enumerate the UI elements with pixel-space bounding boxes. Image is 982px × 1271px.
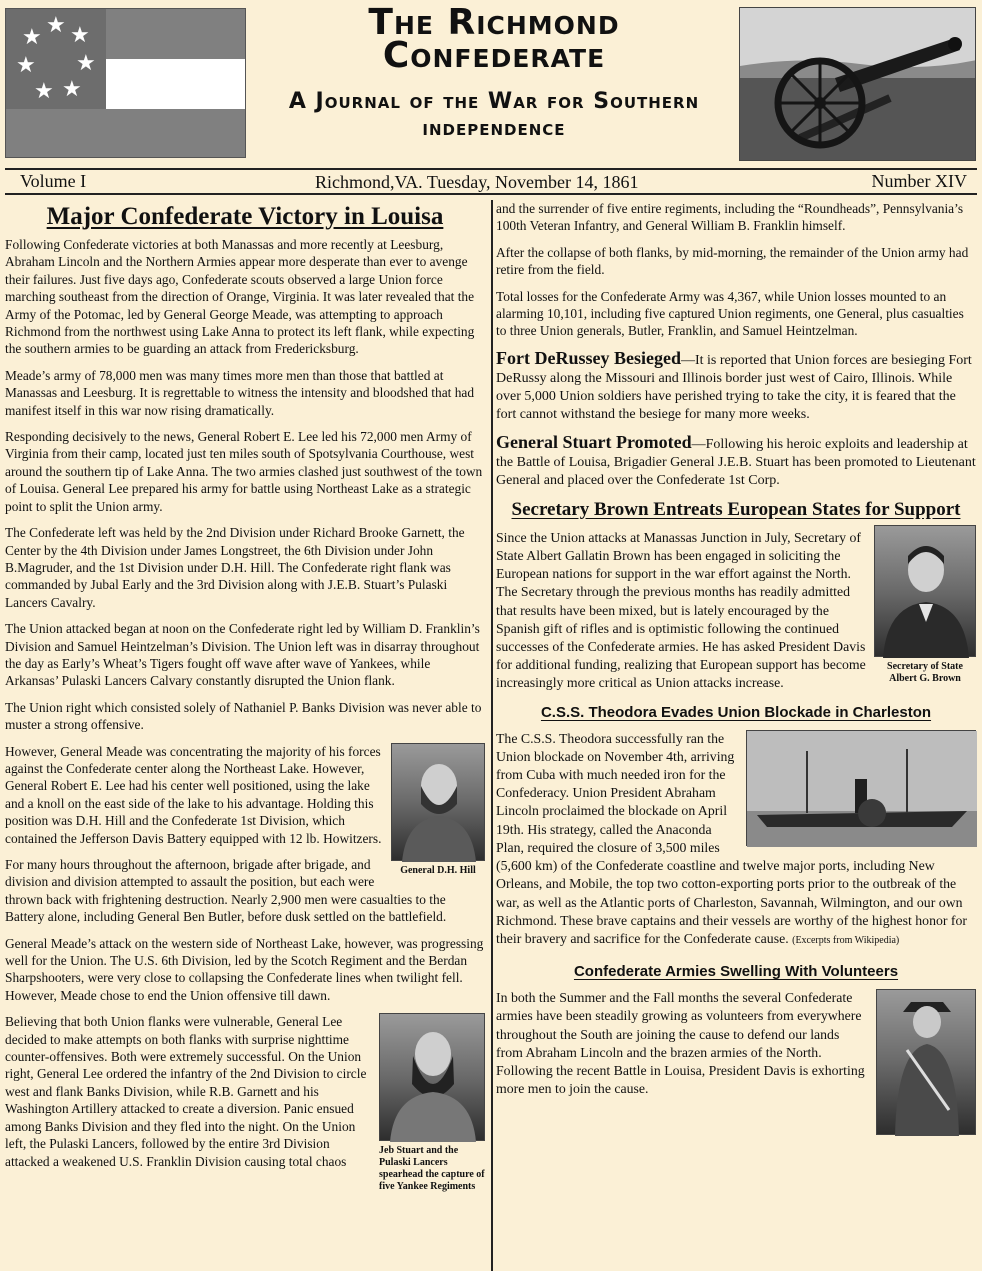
issue-number: Number XIV (871, 171, 967, 191)
portrait-dh-hill (391, 743, 485, 861)
brief-headline: General Stuart Promoted (496, 431, 692, 452)
figure-brown (874, 525, 976, 685)
newspaper-subtitle: A Journal of the War for Southern independence (288, 89, 700, 141)
cannon-icon (740, 8, 976, 161)
excerpt-note: (Excerpts from Wikipedia) (792, 934, 900, 946)
portrait-icon (875, 526, 977, 658)
figure-ship (746, 730, 976, 846)
article-paragraph: Believing that both Union flanks were vulnerable, General Lee decided to make attempts on both flanks with surprise nighttime counter-offensives. Both were extremely successful. On the Union right, General Lee ordered the infantry of the 2nd Division to circle west and flank Banks Division, while R.B. Garnett and his Washington Artillery attacked to create a diversion. Panic ensued among Banks Division and they fled into the night. On the Union left, the Pulaski Lancers, followed by the entire 3rd Division attacked a weakened U.S. Franklin Division causing total chaos (5, 1014, 367, 1169)
theodora-text: The C.S.S. Theodora successfully ran the Union blockade on November 4th, arriving from Cuba with much needed iron for the Confederacy. Union President Abraham Lincoln proclaimed the blockade on April 19th. His strategy, called the Anaconda Plan, required the closure of 3,500 miles (5,600 km) of the Confederate coastline and twelve major ports, including New Orleans, and Mobile, the top two cotton-exporting ports prior to the outbreak of the war, as well as the Atlantic ports of Charleston, Savannah, Wilmington, and our own Richmond. These brave captains and their vessels are worthy of the highest honor for their bravery and sacrifice for the Confederate cause. (496, 730, 968, 946)
brief-text: —Following his heroic exploits and leadership at the Battle of Louisa, Brigadier General J.E.B. Stuart has been promoted to Lieutenant General and placed over the Confederate 1st Corp. (496, 436, 976, 488)
confederate-flag-icon (5, 8, 246, 158)
article-paragraph: Since the Union attacks at Manassas Junction in July, Secretary of State Albert Gallatin Brown has been engaged in soliciting the European nations for support in the war effort against the North. The Secretary through the previous months has readily admitted that results have been mixed, but is lately encouraged by the Spanish gift of rifles and is optimistic following the continued successes of the Confederate armies. He has asked President Davis for additional funding, realizing that European support has become increasingly more critical as Union attacks increase. (496, 529, 866, 691)
portrait-albert-brown (874, 525, 976, 657)
newspaper-title: The Richmond Confederate (368, 2, 620, 76)
article-paragraph: In both the Summer and the Fall months the several Confederate armies have been steadily growing as volunteers from everywhere throughout the South are joining the cause to defend our lands from Abraham Lincoln and the brazen armies of the North. Following the recent Battle in Louisa, President Davis is exhorting more men to join the cause. (496, 990, 865, 1097)
figure-dh-hill (391, 743, 485, 877)
dateline (5, 168, 977, 195)
figure-caption: General D.H. Hill (400, 864, 476, 876)
theodora-headline: C.S.S. Theodora Evades Union Blockade in Charleston (540, 703, 932, 721)
portrait-icon (392, 744, 486, 862)
brown-headline: Secretary Brown Entreats European States for Support (511, 498, 961, 520)
article-paragraph: Meade’s army of 78,000 men was many times more men than those that battled at Manassas and Leesburg. It is regrettable to witness the intensity and bloodshed that had manifest itself in this war now rising dramatically. (5, 367, 475, 418)
article-paragraph: Responding decisively to the news, General Robert E. Lee led his 72,000 men Army of Virginia from their camp, located just ten miles south of Spotsylvania Courthouse, west around the southern tip of Lake Anna. The two armies clashed just southwest of the town of Louisa. General Lee prepared his army for battle using Northeast Lake as a strategic point to split the Union army. (5, 429, 483, 514)
brief-text: —It is reported that Union forces are besieging Fort DeRussy along the Missouri and Illinois border just west of Cairo, Illinois. While over 5,000 Union soldiers have perished trying to take the city, it is feared that the fort cannot withstand the besiege for many more weeks. (496, 352, 972, 422)
figure-jeb-stuart (379, 1013, 485, 1193)
article-paragraph: General Meade’s attack on the western side of Northeast Lake, however, was progressing well for the Union. The U.S. 6th Division, led by the Scotch Regiment and the Berdan Sharpshooters, were very close to collapsing the Confederate lines when twilight fell. However, Meade chose to end the Union offensive till dawn. (5, 935, 484, 1003)
brief-headline: Fort DeRussey Besieged (496, 347, 681, 368)
volume-label: Volume I (20, 171, 87, 191)
brief-fort-derussey (496, 349, 976, 424)
right-column (496, 200, 976, 1139)
article-paragraph: The Confederate left was held by the 2nd Division under Richard Brooke Garnett, the Center by the 4th Division under James Longstreet, the 6th Division under John B.Magruder, and the 1st Division under D.H. Hill. The Confederate right flank was commanded by Jubal Early and the 3rd Division along with J.E.B. Stuart’s Pulaski Lancers Cavalry. (5, 525, 465, 610)
steamship-photo (746, 730, 976, 846)
article-paragraph: The Union attacked began at noon on the Confederate right led by William D. Franklin’s Division and Samuel Heintzelman’s Division. The Union left was in disarray throughout the day as Early’s Wheat’s Tigers fought off wave after wave of Yankees, while Arkansas’ Pulaski Lancers Calvary constantly disrupted the Union flank. (5, 621, 480, 689)
flag-canton: ★ ★ ★ ★ ★ ★ ★ (6, 9, 106, 109)
article-paragraph: The Union right which consisted solely of Nathaniel P. Banks Division was never able to muster a strong offensive. (5, 699, 482, 733)
main-headline: Major Confederate Victory in Louisa (46, 203, 444, 230)
article-paragraph: Following Confederate victories at both Manassas and more recently at Leesburg, Abraham Lincoln and the Northern Armies appear more desperate than ever to avenge their failures. Just five days ago, Confederate scouts observed a large Union force marching southeast from the direction of Orange, Virginia. It was later revealed that the Army of the Potomac, led by General George Meade, was attempting to approach Richmond from the northwest using Lake Anna to protect its left flank, while expecting the southern armies to be guarding an attack from Fredericksburg. (5, 237, 475, 357)
place-date: Richmond,VA. Tuesday, November 14, 1861 (315, 172, 639, 192)
soldier-icon (877, 990, 977, 1136)
cannon-photo (739, 7, 976, 161)
portrait-jeb-stuart (379, 1013, 485, 1141)
article-paragraph: Total losses for the Confederate Army was 4,367, while Union losses mounted to an alarming 10,101, including five captured Union regiments, one General, plus casualties to three Union generals, Butler, Franklin, and Samuel Heintzelman. (496, 288, 964, 339)
figure-soldier (876, 989, 976, 1135)
left-column (5, 200, 485, 1197)
masthead (252, 2, 736, 142)
volunteers-headline: Confederate Armies Swelling With Volunteers (573, 963, 899, 981)
article-paragraph: After the collapse of both flanks, by mid-morning, the remainder of the Union army had retire from the field. (496, 244, 969, 278)
brief-stuart-promoted (496, 433, 976, 490)
steamship-icon (747, 731, 977, 847)
figure-caption: Jeb Stuart and the Pulaski Lancers spearhead the capture of five Yankee Regiments (379, 1145, 485, 1193)
article-paragraph: For many hours throughout the afternoon, brigade after brigade, and division and division attempted to assault the position, but each were thrown back with frightening destruction. Nearly 2,900 men were casualties to the Battery alone, including General Ben Butler, before dusk settled on the battlefield. (5, 857, 447, 925)
article-paragraph: However, General Meade was concentrating the majority of his forces against the Confederate center along the Northeast Lake. However, General Robert E. Lee had his center well positioned, using the lake and a knoll on the east side of the lake to his advantage. Holding this position was D.H. Hill and the Confederate 1st Division, which contained the Jefferson Davis Battery equipped with 12 lb. Howitzers. (5, 743, 382, 846)
column-divider (491, 200, 493, 1271)
portrait-icon (380, 1014, 486, 1142)
figure-caption: Secretary of State Albert G. Brown (887, 660, 963, 684)
soldier-photo (876, 989, 976, 1135)
article-paragraph: and the surrender of five entire regiments, including the “Roundheads”, Pennsylvania’s 100th Veteran Infantry, and General William B. Franklin himself. (496, 201, 964, 234)
